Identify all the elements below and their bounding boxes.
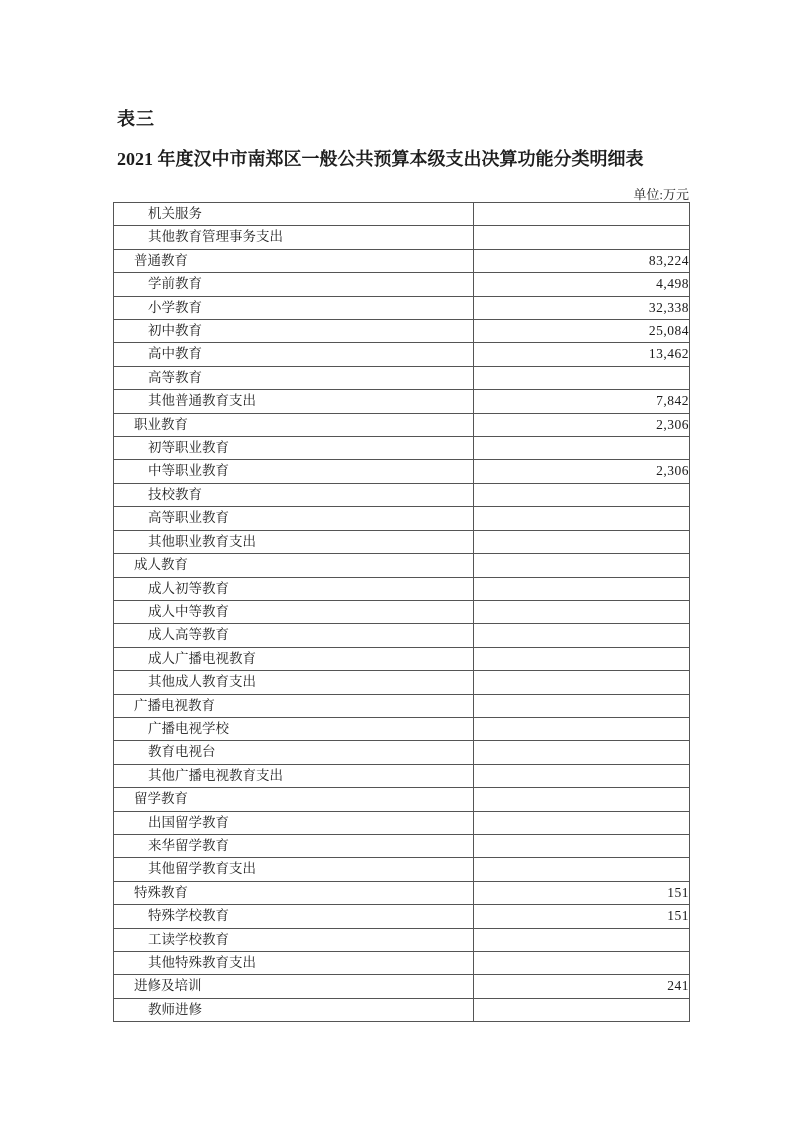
table-row — [114, 905, 690, 928]
value-cell — [474, 764, 690, 787]
table-row — [114, 507, 690, 530]
item-cell: 成人中等教育 — [114, 600, 474, 623]
table-row — [114, 483, 690, 506]
budget-table — [113, 202, 690, 1022]
table-row — [114, 390, 690, 413]
value-cell — [474, 226, 690, 249]
value-cell — [474, 671, 690, 694]
table-row — [114, 811, 690, 834]
item-cell: 成人初等教育 — [114, 577, 474, 600]
item-cell: 特殊教育 — [114, 881, 474, 904]
item-cell: 其他职业教育支出 — [114, 530, 474, 553]
item-cell: 高等教育 — [114, 366, 474, 389]
table-row — [114, 413, 690, 436]
item-cell: 其他教育管理事务支出 — [114, 226, 474, 249]
item-cell: 技校教育 — [114, 483, 474, 506]
value-cell — [474, 554, 690, 577]
table-row — [114, 834, 690, 857]
unit-label: 单位:万元 — [633, 187, 689, 202]
table-row — [114, 296, 690, 319]
value-cell — [474, 717, 690, 740]
table-row — [114, 343, 690, 366]
budget-table-body — [114, 203, 690, 1022]
item-cell: 职业教育 — [114, 413, 474, 436]
value-cell — [474, 647, 690, 670]
item-cell: 留学教育 — [114, 788, 474, 811]
value-cell — [474, 998, 690, 1021]
value-cell: 7,842 — [474, 390, 690, 413]
value-cell — [474, 507, 690, 530]
table-row — [114, 952, 690, 975]
item-cell: 成人高等教育 — [114, 624, 474, 647]
value-cell: 32,338 — [474, 296, 690, 319]
value-cell — [474, 834, 690, 857]
table-row — [114, 671, 690, 694]
value-cell — [474, 600, 690, 623]
item-cell: 特殊学校教育 — [114, 905, 474, 928]
value-cell: 25,084 — [474, 320, 690, 343]
value-cell: 2,306 — [474, 460, 690, 483]
table-row — [114, 320, 690, 343]
value-cell: 13,462 — [474, 343, 690, 366]
item-cell: 工读学校教育 — [114, 928, 474, 951]
item-cell: 机关服务 — [114, 203, 474, 226]
item-cell: 学前教育 — [114, 273, 474, 296]
table-row — [114, 203, 690, 226]
table-row — [114, 788, 690, 811]
item-cell: 来华留学教育 — [114, 834, 474, 857]
table-row — [114, 624, 690, 647]
value-cell: 151 — [474, 881, 690, 904]
value-cell — [474, 203, 690, 226]
table-row — [114, 600, 690, 623]
value-cell: 4,498 — [474, 273, 690, 296]
item-cell: 初中教育 — [114, 320, 474, 343]
value-cell: 151 — [474, 905, 690, 928]
table-row — [114, 437, 690, 460]
table-number-label: 表三 — [117, 109, 155, 129]
table-row — [114, 858, 690, 881]
item-cell: 广播电视教育 — [114, 694, 474, 717]
value-cell — [474, 858, 690, 881]
value-cell — [474, 530, 690, 553]
table-row — [114, 366, 690, 389]
item-cell: 进修及培训 — [114, 975, 474, 998]
table-row — [114, 998, 690, 1021]
item-cell: 教师进修 — [114, 998, 474, 1021]
item-cell: 其他特殊教育支出 — [114, 952, 474, 975]
table-row — [114, 717, 690, 740]
value-cell: 2,306 — [474, 413, 690, 436]
table-row — [114, 741, 690, 764]
item-cell: 其他成人教育支出 — [114, 671, 474, 694]
page-title: 2021 年度汉中市南郑区一般公共预算本级支出决算功能分类明细表 — [117, 149, 644, 169]
item-cell: 普通教育 — [114, 249, 474, 272]
table-row — [114, 577, 690, 600]
value-cell — [474, 624, 690, 647]
item-cell: 广播电视学校 — [114, 717, 474, 740]
table-row — [114, 764, 690, 787]
table-row — [114, 975, 690, 998]
value-cell — [474, 437, 690, 460]
item-cell: 中等职业教育 — [114, 460, 474, 483]
item-cell: 出国留学教育 — [114, 811, 474, 834]
value-cell — [474, 694, 690, 717]
table-row — [114, 530, 690, 553]
value-cell: 83,224 — [474, 249, 690, 272]
item-cell: 成人教育 — [114, 554, 474, 577]
item-cell: 高等职业教育 — [114, 507, 474, 530]
item-cell: 其他广播电视教育支出 — [114, 764, 474, 787]
value-cell: 241 — [474, 975, 690, 998]
item-cell: 成人广播电视教育 — [114, 647, 474, 670]
table-row — [114, 249, 690, 272]
table-row — [114, 694, 690, 717]
item-cell: 高中教育 — [114, 343, 474, 366]
item-cell: 其他留学教育支出 — [114, 858, 474, 881]
table-row — [114, 928, 690, 951]
value-cell — [474, 811, 690, 834]
table-row — [114, 460, 690, 483]
item-cell: 其他普通教育支出 — [114, 390, 474, 413]
item-cell: 初等职业教育 — [114, 437, 474, 460]
value-cell — [474, 952, 690, 975]
value-cell — [474, 577, 690, 600]
value-cell — [474, 483, 690, 506]
table-row — [114, 647, 690, 670]
item-cell: 小学教育 — [114, 296, 474, 319]
table-row — [114, 226, 690, 249]
value-cell — [474, 366, 690, 389]
item-cell: 教育电视台 — [114, 741, 474, 764]
table-row — [114, 273, 690, 296]
value-cell — [474, 928, 690, 951]
table-row — [114, 554, 690, 577]
value-cell — [474, 788, 690, 811]
value-cell — [474, 741, 690, 764]
table-row — [114, 881, 690, 904]
